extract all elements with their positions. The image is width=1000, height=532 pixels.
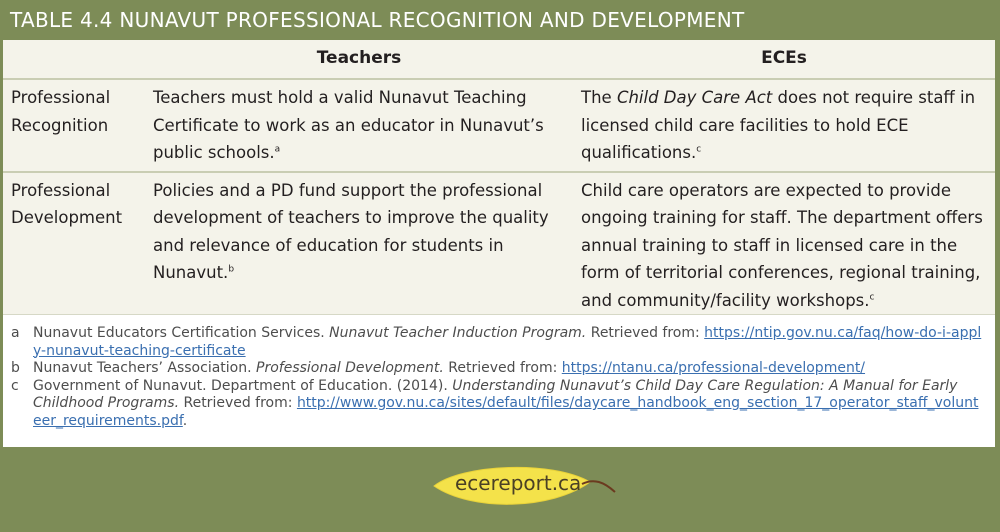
footnote-link[interactable]: http://www.gov.nu.ca/sites/default/files/daycare_handbook_eng_section_17_operator_staff_volunteer_requirements.pdf [33, 395, 979, 429]
note-title: Nunavut Teacher Induction Program. [329, 325, 587, 341]
footnote-link[interactable]: https://ntanu.ca/professional-development/ [561, 360, 866, 376]
note-post: Retrieved from: [586, 325, 705, 341]
cell-text-prefix: The [581, 88, 617, 107]
comparison-table [3, 40, 995, 318]
eces-recognition-cell [573, 79, 995, 172]
site-brand-link[interactable]: ecereport.ca [455, 471, 582, 495]
act-title: Child Day Care Act [616, 88, 773, 107]
footnotes [3, 314, 995, 447]
footnote-ref: b [228, 264, 235, 275]
note-title: Understanding Nunavut’s Child Day Care Regulation: A Manual for Early Childhood Programs. [33, 377, 958, 411]
header-eces: ECEs [573, 40, 995, 79]
note-post: Retrieved from: [179, 395, 297, 411]
footnote-label: c [11, 377, 19, 394]
row-label-development: Professional Development [3, 172, 145, 319]
note-title: Professional Development. [256, 360, 444, 376]
footnote-ref: a [274, 144, 281, 155]
footnote-item [11, 360, 987, 378]
note-end: . [182, 412, 188, 429]
table-header-row [3, 40, 995, 79]
footnote-label: b [11, 360, 20, 376]
note-post: Retrieved from: [443, 360, 562, 376]
cell-text: Teachers must hold a valid Nunavut Teaching Certificate to work as an educator in Nunavut’s public schools. [153, 88, 544, 162]
cell-text-suffix: does not require staff in licensed child care facilities to hold ECE qualifications. [581, 88, 976, 162]
footnote-item [11, 325, 987, 360]
note-pre: Government of Nunavut. Department of Education. (2014). [33, 377, 453, 394]
cell-text: Policies and a PD fund support the professional development of teachers to improve the quality and relevance of education for students in Nunavut. [153, 180, 549, 282]
teachers-development-cell [145, 172, 573, 319]
header-teachers: Teachers [145, 40, 573, 79]
note-pre: Nunavut Teachers’ Association. [33, 360, 257, 376]
footnote-item [11, 378, 987, 431]
footnote-text [33, 360, 987, 378]
teachers-recognition-cell [145, 79, 573, 172]
cell-text: Child care operators are expected to provide ongoing training for staff. The department offers annual training to staff in licensed care in the form of territorial conferences, regional training, and community/facility workshops. [581, 180, 983, 310]
footnote-text [33, 378, 987, 431]
leaf-stem [582, 481, 615, 492]
table-title: TABLE 4.4 NUNAVUT PROFESSIONAL RECOGNITION AND DEVELOPMENT [0, 0, 1000, 40]
eces-development-cell [573, 172, 995, 319]
table-row [3, 79, 995, 172]
header-empty [3, 40, 145, 79]
table-row [3, 172, 995, 319]
note-pre: Nunavut Educators Certification Services. [33, 325, 330, 341]
footnote-ref: c [869, 292, 875, 302]
footnote-link[interactable]: https://ntip.gov.nu.ca/faq/how-do-i-apply-nunavut-teaching-certificate [33, 325, 982, 359]
row-label-recognition: Professional Recognition [3, 79, 145, 172]
footnote-text [33, 325, 987, 360]
footnote-label: a [11, 325, 20, 341]
table-panel [3, 40, 995, 447]
footnote-ref: c [696, 144, 702, 155]
